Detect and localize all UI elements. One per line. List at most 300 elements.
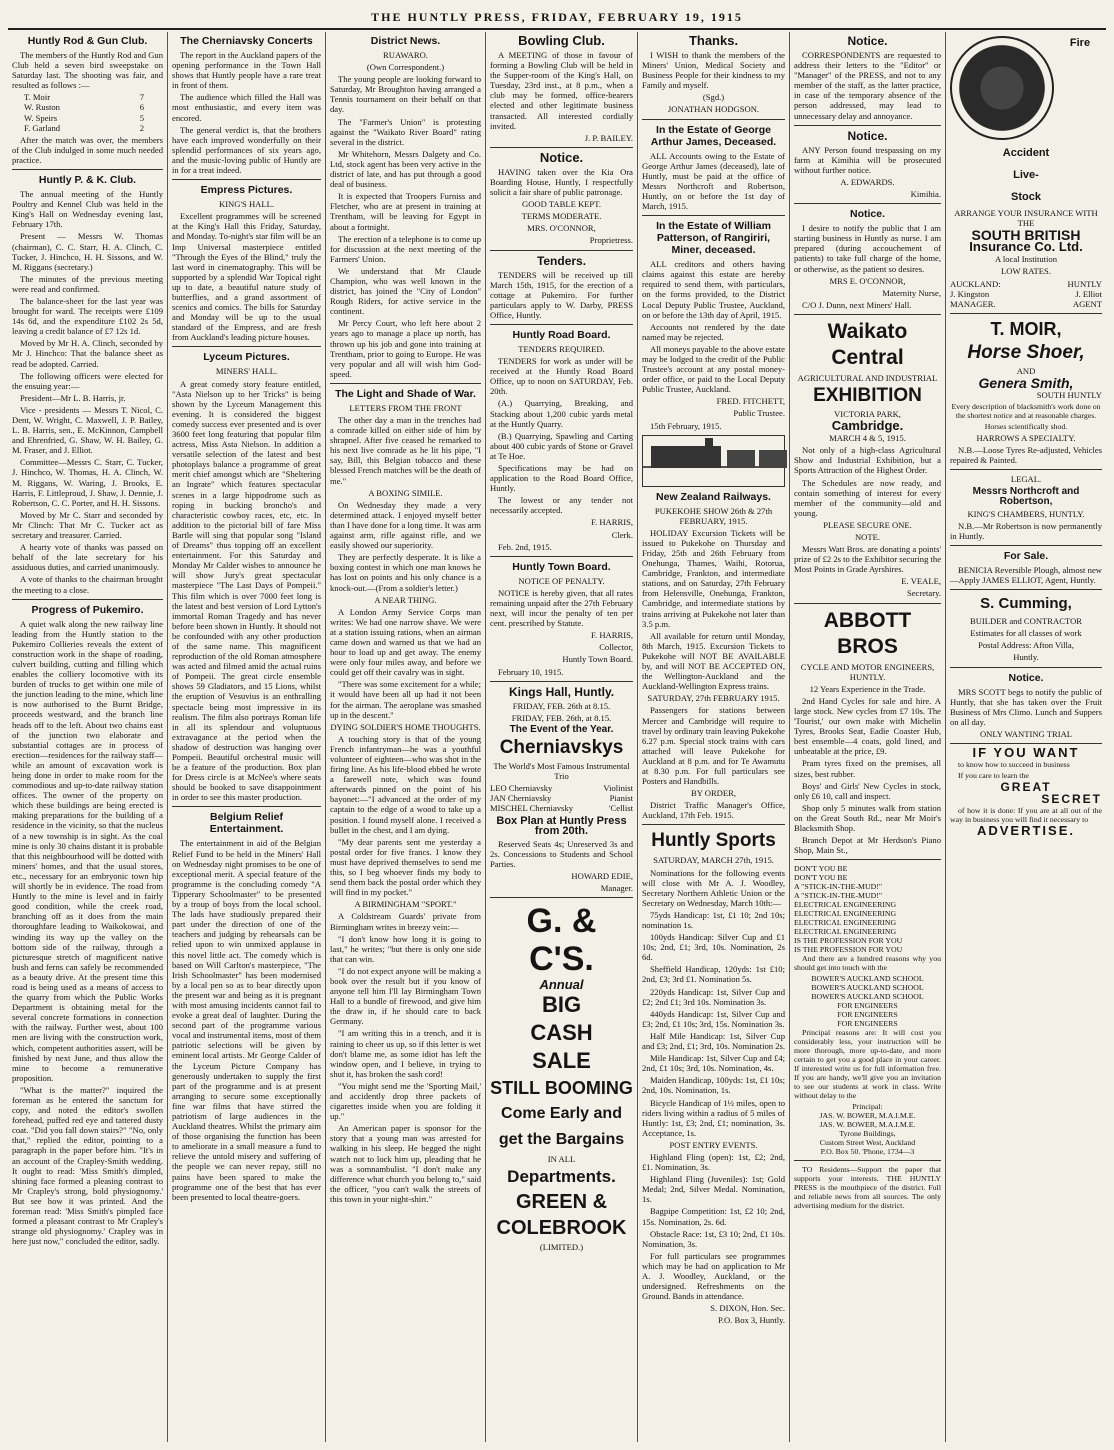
want-line: to know how to succeed in business bbox=[958, 760, 1070, 770]
gc-line: STILL BOOMING bbox=[490, 1078, 633, 1099]
pk-para: Moved by Mr C. Starr and seconded by Mr Clinch: That Mr C. Tucker act as secretary and treasurer. Carried. bbox=[12, 509, 163, 541]
bowers-line: JAS. W. BOWER, M.A.I.M.E. bbox=[819, 1111, 916, 1121]
war-para: A Coldstream Guards' private from Birmingham writes in breezy vein:— bbox=[330, 911, 481, 932]
empress-body: Excellent programmes will be screened at the King's Hall this Friday, Saturday, and Monday. To-night's star film will be an Imp Universal masterpiece entitled "Through the Eyes of the Blind," truly the last word in cinematography. This will be supported by a splendid War Topical right up to date, a beautiful nature study of butterflies, and a grand assortment of scenics and comics. The bills for Saturday and Monday will be up to the usual standard of the Empress, and are fresh from Auckland's leading picture houses. bbox=[172, 211, 321, 343]
smokestack-shape bbox=[705, 438, 713, 448]
bowers-line: Principal: bbox=[852, 1102, 883, 1112]
nurse-body: I desire to notify the public that I am starting business in Huntly as nurse. I am prepared (during accouchement of patients) to take full charge of the home, or otherwise, as the patient so desires. bbox=[794, 223, 941, 274]
sports-sign: S. DIXON, Hon. Sec. bbox=[710, 1303, 785, 1314]
gc-in: IN ALL bbox=[547, 1154, 576, 1165]
waikato-title: Waikato Central bbox=[827, 319, 908, 369]
bowers-line: Tyrone Buildings, bbox=[839, 1129, 896, 1139]
war-para: On Wednesday they made a very determined attack. I enjoyed myself better than I have done for a long time. It was arm against arm, rifle against rifle, and we easily showed our superiority. bbox=[330, 499, 481, 551]
cumming-est: Estimates for all classes of work bbox=[970, 628, 1082, 639]
pukemiro-para: "What is the matter?" inquired the foreman as he entered the sanctum for copy, and noted the editor's swollen forehead, puffed red eye and tattered dusty coat. "Did you fall down stairs?" "No, only that," replied the editor, pointing to a paragraph in the paper before him. "It's in an account of the Crapley-Smith wedding. It ought to read: 'Miss Smith's dimpled, shining face formed a pleasing contrast to Mr Crapley's strong, bold physiognomy.' But see how it was printed. And the foreman read: 'Miss Smith's pimpled face formed a pleasant contrast to Mr Crapley's strange old physiognomy.' Crapley was in here just now," concluded the editor, sadly. bbox=[12, 1084, 163, 1247]
road-board-sub: TENDERS REQUIRED. bbox=[518, 343, 605, 354]
gun-club-after: After the match was over, the members of the Club indulged in some much needed practice. bbox=[12, 134, 163, 165]
estate-james-body: ALL Accounts owing to the Estate of George Arthur James (deceased), late of Huntly, must be paid at the office of Messrs Northcroft and Robertson, Huntly, on or before the 1st day of March, 1915. bbox=[642, 150, 785, 212]
pk-para: The following officers were elected for the ensuing year:— bbox=[12, 370, 163, 391]
kings-date: FRIDAY, FEB. 26th at 8.15. bbox=[512, 700, 611, 711]
post-entry-event: Obstacle Race: 1st, £3 10; 2nd, £1 10s. Nomination, 3s. bbox=[642, 1228, 785, 1249]
bowers-line: ELECTRICAL ENGINEERING bbox=[794, 909, 897, 919]
railways-para: HOLIDAY Excursion Tickets will be issued to Pukekohe on Thursday and Friday, 25th and 26th February from Onehunga, Thames, Waihi, Rotorua, Cambridge, Frankton, and intermediate stations, and on Saturday, 27th February from Helensville, Onehunga, Frankton, Cambridge, and intermediate stations by trains arriving at Pukekohe not later than 3.5 p.m. bbox=[642, 527, 785, 629]
gc-annual: Annual bbox=[539, 977, 584, 992]
pk-para: A vote of thanks to the chairman brought the meeting to a close. bbox=[12, 574, 163, 595]
insurance-agent-row: MANAGER. AGENT bbox=[950, 298, 1102, 309]
waikato-exhibition: EXHIBITION bbox=[813, 384, 922, 406]
district-para: The erection of a telephone is to come up for discussion at the next meeting of the Farmers' Union. bbox=[330, 233, 481, 264]
town-board-body: NOTICE is hereby given, that all rates remaining unpaid after the 27th February next, will incur the penalty of ten per cent. prescribed by Statute. bbox=[490, 587, 633, 629]
column-1 bbox=[8, 32, 168, 1442]
divider bbox=[794, 859, 941, 860]
waikato-sign: E. VEALE, bbox=[901, 576, 941, 587]
railways-para: All available for return until Monday, 8th March, 1915. Excursion Tickets to Pukekohe will NOT BE AVAILABLE by, and will NOT BE ACCEPTED ON, the Wellington-Auckland and the Auckland-Wellington Express trains. bbox=[642, 630, 785, 692]
bowers-line: ELECTRICAL ENGINEERING bbox=[794, 927, 897, 937]
trespass-body: ANY Person found trespassing on my farm at Kimihia will be prosecuted without further notice. bbox=[794, 144, 941, 175]
bowers-line: DON'T YOU BE bbox=[794, 864, 848, 874]
kings-member: MISCHEL Cherniavsky 'Cellist bbox=[490, 803, 633, 814]
bowers-line: BOWER'S AUCKLAND SCHOOL bbox=[811, 992, 924, 1002]
divider bbox=[172, 346, 321, 347]
northcroft-chambers: KING'S CHAMBERS, HUNTLY. bbox=[967, 508, 1085, 519]
pk-para: Committee—Messrs C. Starr, C. Tucker, J. Hinchco, W. Thomas, H. A. Clinch, W. M. Riggans, W. Waring, J. Brooks, E. Harris, F. Littleproud, J. Shaw, J. Dennie, J. Robertson, C. C. Porter, and H. H. Sissons. bbox=[12, 457, 163, 508]
bowling-title: Bowling Club. bbox=[518, 33, 605, 48]
war-para: A BOXING SIMILE. bbox=[368, 487, 443, 498]
road-board-sign: Clerk. bbox=[611, 529, 633, 540]
gc-firm: COLEBROOK bbox=[496, 1217, 627, 1240]
town-board-date: February 10, 1915. bbox=[498, 666, 564, 677]
cherniavsky-para: The audience which filled the Hall was most enthusiastic, and every item was encored. bbox=[172, 92, 321, 123]
divider bbox=[950, 313, 1102, 314]
cumming-addr: Huntly. bbox=[1013, 652, 1039, 663]
district-para: Mr Whitehorn, Messrs Dalgety and Co. Ltd, stock agent has been very active in the district of late, and has put through a good deal of business. bbox=[330, 148, 481, 190]
waikato-para: Not only of a high-class Agricultural Show and Industrial Exhibition, but a Sports Attraction of the Highest Order. bbox=[794, 445, 941, 476]
kings-sign: HOWARD EDIE, bbox=[571, 870, 633, 881]
railways-sub: PUKEKOHE SHOW 26th & 27th FEBRUARY, 1915. bbox=[654, 505, 773, 526]
war-para: "I do not expect anyone will be making a book over the result but if you know of anyone tell him I'll lay Birmingham Town Hall to a bundle of firewood, and give him the draw in, if he should care to back Germany. bbox=[330, 965, 481, 1027]
waikato-town: Cambridge. bbox=[831, 418, 904, 434]
post-entry-title: POST ENTRY EVENTS. bbox=[669, 1139, 758, 1150]
abbott-para: Pram tyres fixed on the premises, all sizes, best rubber. bbox=[794, 758, 941, 779]
column-5 bbox=[638, 32, 790, 1442]
nurse-title: Notice. bbox=[849, 208, 885, 221]
bowling-body: A MEETING of those in favour of forming a Bowling Club will be held in the Supper-room of the King's Hall, on Tuesday, 23rd inst., at 8 p.m., when a club may be formed, office-bearers elected and other legitimate business transacted. All interested cordially invited. bbox=[490, 50, 633, 131]
belgium-title: Belgium Relief Entertainment. bbox=[209, 811, 284, 836]
bowers-line: BOWER'S AUCKLAND SCHOOL bbox=[811, 974, 924, 984]
district-para: The young people are looking forward to Saturday, Mr Broughton having arranged a Tennis tournament on their behalf on that day. bbox=[330, 74, 481, 115]
abbott-sub: CYCLE AND MOTOR ENGINEERS, HUNTLY. bbox=[800, 661, 935, 682]
insurance-seal bbox=[950, 36, 1054, 140]
sports-event: Half Mile Handicap: 1st, Silver Cup and £3; 2nd, £1; 3rd, 10s. Nomination 2s. bbox=[642, 1030, 785, 1052]
score-row: W. Ruston 6 bbox=[24, 102, 144, 113]
pk-para: The annual meeting of the Huntly Poultry and Kennel Club was held in the King's Hall on Wednesday evening last, February 17th. bbox=[12, 189, 163, 230]
want-great: GREAT bbox=[1000, 780, 1052, 795]
nurse-sign: Maternity Nurse, bbox=[882, 287, 941, 298]
trespass-sign: A. EDWARDS. bbox=[840, 176, 895, 187]
gc-line: SALE bbox=[532, 1048, 591, 1074]
column-7 bbox=[946, 32, 1106, 1442]
war-para: A London Army Service Corps man writes: We had one narrow shave. We were at a station issuing rations, when an airman came down and warned us that we had an hour to load up and get away. The enemy were only four miles away, and before we could get off their cavalry was in sight. bbox=[330, 606, 481, 678]
bowers-line: A "STICK-IN-THE-MUD!" bbox=[794, 891, 883, 901]
abbott-para: Boys' and Girls' New Cycles in stock, only £6 10, call and inspect. bbox=[794, 780, 941, 801]
gc-title: G. & C'S. bbox=[526, 902, 597, 978]
residents-notice: TO Residents—Support the paper that supports your interests. THE HUNTLY PRESS is the mouthpiece of the district. Full and reliable news from all sources. The only advertising medium for the district. bbox=[794, 1165, 941, 1211]
northcroft-title: Messrs Northcroft and Robertson, bbox=[972, 485, 1080, 507]
divider bbox=[642, 119, 785, 120]
town-board-sign: Collector, bbox=[599, 642, 633, 653]
road-board-tail: The lowest or any tender not necessarily accepted. bbox=[490, 495, 633, 516]
pk-para: President—Mr L. B. Harris, jr. bbox=[20, 392, 126, 403]
estate-patterson-para: All moneys payable to the above estate may be lodged to the credit of the Public Trustee's account at any postal money-order office, or paid to the Local Deputy Public Trustee, Auckland. bbox=[642, 343, 785, 395]
thanks-sign: JONATHAN HODGSON. bbox=[667, 104, 760, 115]
column-2 bbox=[168, 32, 326, 1442]
insurance-type: Fire bbox=[1069, 37, 1091, 49]
post-entry-event: Highland Fling (Juveniles): 1st; Gold Medal; 2nd, Silver Medal. Nomination, 1s. bbox=[642, 1174, 785, 1205]
war-title: The Light and Shade of War. bbox=[335, 387, 476, 400]
divider bbox=[794, 125, 941, 126]
scott-title: Notice. bbox=[1008, 671, 1044, 684]
abbott-title: ABBOTT BROS bbox=[823, 608, 912, 658]
sports-event: Maiden Handicap, 100yds: 1st, £1 10s; 2nd, 10s. Nomination, 1s. bbox=[642, 1075, 785, 1096]
score-row: W. Speirs 5 bbox=[24, 112, 144, 123]
notice-line: Proprietress. bbox=[589, 235, 633, 246]
estate-james-title: In the Estate of George Arthur James, Deceased. bbox=[650, 123, 777, 148]
want-secret: SECRET bbox=[1041, 792, 1102, 807]
railways-para: SATURDAY, 27th FEBRUARY 1915. bbox=[647, 693, 780, 704]
insurance-local: A local Institution bbox=[994, 254, 1058, 265]
tenders-title: Tenders. bbox=[536, 253, 587, 268]
town-board-sign: F. HARRIS, bbox=[590, 630, 633, 641]
estate-patterson-para: ALL creditors and others having claims against this estate are hereby required to send them, with particulars, on the forms provided, to the District Local Deputy Public Trustee, Auckland, on or before the 13th day of April, 1915. bbox=[642, 259, 785, 320]
divider bbox=[330, 383, 481, 384]
divider bbox=[794, 203, 941, 204]
kings-seats: Reserved Seats 4s; Unreserved 3s and 2s. Concessions to Students and School Parties. bbox=[490, 838, 633, 869]
trespass-sign: Kimihia. bbox=[910, 189, 941, 200]
notice-body: HAVING taken over the Kia Ora Boarding House, Huntly, I respectfully solicit a fair share of public patronage. bbox=[490, 166, 633, 198]
insurance-agent-row: J. Kingston J. Elliot bbox=[950, 288, 1102, 299]
town-board-title: Huntly Town Board. bbox=[512, 560, 611, 573]
sports-event: Sheffield Handicap, 120yds: 1st £10; 2nd, £3; 3rd £1. Nomination 5s. bbox=[642, 964, 785, 985]
insurance-line: ARRANGE YOUR INSURANCE WITH THE bbox=[954, 208, 1098, 229]
cumming-title: S. Cumming, bbox=[980, 595, 1072, 613]
kings-sign: Manager. bbox=[600, 882, 633, 893]
road-board-sign: F. HARRIS, bbox=[590, 517, 633, 528]
road-board-body: TENDERS for work as under will be received at the Huntly Road Board Office, up to noon on SATURDAY, Feb. 20th. bbox=[490, 356, 633, 397]
divider bbox=[950, 589, 1102, 590]
trespass-title: Notice. bbox=[847, 128, 888, 143]
column-4 bbox=[486, 32, 638, 1442]
gc-dept: Departments. bbox=[507, 1167, 616, 1187]
pk-club-title: Huntly P. & K. Club. bbox=[38, 174, 137, 187]
nurse-sign: MRS E. O'CONNOR, bbox=[829, 275, 906, 286]
waikato-sub: AGRICULTURAL AND INDUSTRIAL bbox=[797, 372, 938, 383]
notice-line: GOOD TABLE KEPT. bbox=[522, 199, 601, 210]
town-board-sub: NOTICE OF PENALTY. bbox=[518, 575, 605, 586]
insurance-type: Live- bbox=[1013, 169, 1039, 181]
gun-club-title: Huntly Rod & Gun Club. bbox=[27, 35, 148, 47]
abbott-para: 2nd Hand Cycles for sale and hire. A large stock. New cycles from £7 10s. The 'Tourist,' our own make with Michelin Tyres, Brooks Seat, Eadie Coaster Hub, best ensemble—4 coats, gold lined, and unbeatable at the price, £9. bbox=[794, 695, 941, 757]
divider bbox=[794, 1160, 941, 1161]
waikato-venue: VICTORIA PARK, bbox=[834, 408, 901, 419]
divider bbox=[794, 603, 941, 604]
district-para: The "Farmer's Union" is protesting against the "Waikato River Board" rating several in the district. bbox=[330, 116, 481, 147]
scott-trial: ONLY WANTING TRIAL bbox=[979, 728, 1073, 739]
kings-member: LEO Cherniavsky Violinist bbox=[490, 783, 633, 794]
estate-patterson-date: 15th February, 1915. bbox=[650, 420, 722, 431]
corr-notice-title: Notice. bbox=[847, 34, 888, 48]
thanks-sign: (Sgd.) bbox=[702, 92, 725, 103]
war-para: "I am writing this in a trench, and it is raining to cheer us up, so if this letter is wet don't blame me, as some idiot has left the window open, and I believe, in trying to shut it, has broken the sash cord! bbox=[330, 1028, 481, 1079]
want-advertise: ADVERTISE. bbox=[976, 823, 1075, 839]
insurance-rates: LOW RATES. bbox=[1001, 266, 1051, 277]
pk-para: A hearty vote of thanks was passed on behalf of the late secretary for his assiduous duties, and carried unanimously. bbox=[12, 542, 163, 573]
divider bbox=[490, 556, 633, 557]
road-board-item: (A.) Quarrying, Breaking, and Stacking about 1,200 cubic yards metal at the Huntly Quarry. bbox=[490, 398, 633, 429]
kings-desc: The World's Most Famous Instrumental Trio bbox=[493, 760, 630, 781]
divider bbox=[950, 469, 1102, 470]
sports-event: Mile Handicap: 1st, Silver Cup and £4; 2nd, £1 10s; 3rd, 10s. Nomination, 4s. bbox=[642, 1053, 785, 1074]
district-sub: RUAWARO. bbox=[383, 50, 428, 60]
pk-para: The balance-sheet for the last year was brought for ward. The receipts were £109 14s 6d, and the expenditure £102 2s 5d, leaving a credit balance of £7 12s 1d. bbox=[12, 295, 163, 337]
kings-name: Cherniavskys bbox=[499, 736, 624, 758]
war-para: "There was some excitement for a while; it would have been all up had it not been for the airman. The aeroplane was smashed up in the descent." bbox=[330, 679, 481, 720]
bowers-line: Custom Street West, Auckland bbox=[819, 1138, 916, 1148]
war-para: A BIRMINGHAM "SPORT." bbox=[354, 899, 457, 910]
gc-line: BIG bbox=[541, 992, 582, 1018]
empress-title: Empress Pictures. bbox=[200, 184, 293, 197]
gc-line: get the Bargains bbox=[498, 1131, 625, 1149]
divider bbox=[490, 147, 633, 148]
pk-para: Vice - presidents — Messrs T. Nicol, C. Dent, W. Wright, C. Maxwell, J. P. Bailey, L. B. Harris, sen., E. McKinnon, Campbell and Ehrenfried, G. Shaw, W. H. Bailey, G. M. Fraser, and J. Elliot. bbox=[12, 404, 163, 456]
war-para: A touching story is that of the young French infantryman—he was a youthful volunteer of eighteen—who was shot in the firing line. As his life-blood ebbed he wrote a farewell note, which was found afterwards pinned on the point of his bayonet:—"I advanced at the order of my captain to the edge of a wood to take up a position. I found myself alone. I received a bullet in the chest, and I am dying. bbox=[330, 733, 481, 835]
sports-event: Nominations for the following events will close with Mr A. J. Woodley, Secretary Northern Athletic Union or the Secretary on Wednesday, March 10th:— bbox=[642, 867, 785, 908]
waikato-note: Messrs Watt Bros. are donating a points' prize of £2 2s to the Exhibitor securing the Most Points in Grade Ayrshires. bbox=[794, 544, 942, 575]
want-title: IF YOU WANT bbox=[972, 745, 1080, 760]
war-para: DYING SOLDIER'S HOME THOUGHTS. bbox=[330, 721, 481, 732]
war-para: "I don't know how long it is going to last," he writes; "but there is only one side that can win. bbox=[330, 933, 481, 964]
pukemiro-title: Progress of Pukemiro. bbox=[31, 603, 144, 616]
sports-sign: P.O. Box 3, Huntly. bbox=[717, 1315, 785, 1326]
for-sale-title: For Sale. bbox=[1003, 549, 1049, 562]
locomotive-shape bbox=[651, 446, 721, 468]
pk-para: Moved by Mr H. A. Clinch, seconded by Mr J. Hinchco: That the balance sheet as read be adopted. Carried. bbox=[12, 338, 163, 369]
bowers-body: And there are a hundred reasons why you should get into touch with the bbox=[794, 954, 941, 973]
railways-para: Passengers for stations between Mercer and Cambridge will require to travel by ordinary train leaving Pukekohe 6.27 p.m. Special stock trains with cars attached will leave Pukekohe for Auckland at 8 p.m. and for Te Awamutu at 8.30 p.m. For full particulars see Posters and Handbills. bbox=[642, 705, 785, 787]
train-illustration bbox=[642, 435, 785, 487]
bowers-line: ELECTRICAL ENGINEERING bbox=[794, 900, 897, 910]
for-sale-body: BENICIA Reversible Plough, almost new—Apply JAMES ELLIOT, Agent, Huntly. bbox=[950, 564, 1102, 586]
tenders-body: TENDERS will be received up till March 15th, 1915, for the erection of a cottage at Pukemiro. For further particulars apply to W. Darby, PRESS Office, Huntly. bbox=[490, 269, 633, 320]
sports-event: 100yds Handicap: Silver Cup and £1 10s; 2nd, £1; 3rd, 10s. Nomination, 2s 6d. bbox=[642, 932, 785, 963]
carriage-shape bbox=[759, 450, 787, 468]
sports-event: 220yds Handicap: 1st, Silver Cup and £2; 2nd £1; 3rd 10s. Nomination 3s. bbox=[642, 986, 785, 1007]
insurance-agent-row: AUCKLAND: HUNTLY bbox=[950, 278, 1102, 289]
moir-and: AND bbox=[1016, 365, 1036, 376]
gc-line: CASH bbox=[530, 1020, 593, 1046]
column-3 bbox=[326, 32, 486, 1442]
bowers-line: ELECTRICAL ENGINEERING bbox=[794, 918, 897, 928]
corr-notice-body: CORRESPONDENTS are requested to address their letters to the "Editor" or "Manager" of the PRESS, and not to any member of the staff, as the latter practice, in case of the temporary absence of the person addressed, may lead to unnecessary delay and annoyance. bbox=[794, 50, 941, 121]
estate-patterson-sign: FRED. FITCHETT, bbox=[716, 396, 785, 407]
estate-patterson-title: In the Estate of William Patterson, of Rangiriri, Miner, deceased. bbox=[656, 220, 771, 257]
divider bbox=[950, 743, 1102, 744]
belgium-body: The entertainment in aid of the Belgian Relief Fund to be held in the Miners' Hall on Wednesday night promises to be one of exceptional merit. A special feature of the programme is the concluding comedy "A Tipperary Schoolmaster" to be presented by a troup of boys from the local school. The lads have studiously prepared their part under the direction of one of the teachers and judging by rehearsals can be relied upon to win unmixed applause in this novel little act. The comedy which is based on Will Carlton's masterpiece, "The Irish Schoolmaster" has been modernised by a local pen so as to bear directly upon the present war and being as it is pregnant with most amusing incidents cannot fail to evoke a great deal of laughter. During the second part of the programme various vocal and instrumental items, most of them patriotic selections will be given by eminent local artists. Mr George Calder of the Lyceum Picture Company has generously undertaken to supply the first part of the programme and is at present arranging to secure some exceptionally fine war films that have stirred the patriotism of large audiences in the Auckland theatres. Whilst the primary aim of those organising the function has been to ameliorate in a small measure a fund to relieve the untold misery and suffering of the people we can never repay, still no pains have been spared to make the programme one of the best that has ever been presented to local theatre-goers. bbox=[172, 838, 321, 1202]
kings-hall-title: Kings Hall, Huntly. bbox=[508, 684, 615, 699]
waikato-sign: Secretary. bbox=[906, 588, 941, 599]
score-list bbox=[24, 92, 163, 132]
lyceum-body: A great comedy story feature entitled, "Asta Nielson up to her Tricks" is being shown by the Lyceum Management this evening. It is considered the biggest comedy success ever presented and is over 3600 feet long featuring that popular film actress, Miss Asta Nielson. In addition a versatile selection of the latest and best photoplays balance a programme of great merit chief amongst which are "Sheltering an Ingrate" which features spectacular scenes in a large hippodrome such as roping in bucking broncho's and characteristic cowboy races, etc, etc. In addition to the pictorial bill of fare Miss Bartle will sing that popular song "Island of Dreams" thus topping off an excellent entertainment. For this Saturday and Monday Mr Calder wishes to announce he will show Jury's great spectacular masterpiece "The Last Days of Pompeii." This film which is over 7000 feet long is the latest and best version of Lord Lytton's immortal Roman Tragedy and has never before been shown in Huntly. It should not be confounded with any other production of the same name. This magnificent reproduction of the old Roman atmosphere was acted and filmed amid the actual ruins of Pompeii. The great circle ensemble shows 59 Gladiators, and 15 Lions, whilst the eruption of Vesuvius is an enthralling spectacle being most impressive in its realism. The film also portrays Roman life in all its splendour and voluptuous extravagance at the period when the shadow of destruction was hanging over Pompeii. Beautiful orchestral music will be a feature of the production. Box plan for Dress circle is at McNee's where seats should be booked to save disappointment in order to see this master production. bbox=[172, 378, 321, 803]
abbott-exp: 12 Years Experience in the Trade. bbox=[809, 683, 926, 694]
score-row: T. Moir 7 bbox=[24, 92, 144, 103]
war-para: The other day a man in the trenches had a comrade killed on either side of him by shrapnel. After five ceased he remarked to his next live comrade as he lit his pipe, "I say, Bill, this Belgian tobacco and these blessed French matches will be the death of me." bbox=[330, 415, 481, 486]
waikato-please: PLEASE SECURE ONE. bbox=[823, 519, 912, 530]
railways-sign: District Traffic Manager's Office, Auckland, 17th Feb. 1915. bbox=[642, 800, 785, 821]
score-row: F. Garland 2 bbox=[24, 122, 144, 133]
cumming-trade: BUILDER and CONTRACTOR bbox=[969, 616, 1083, 627]
kings-event: The Event of the Year. bbox=[509, 723, 614, 735]
district-para: We understand that Mr Claude Champion, who was well known in the district, has joined the "City of London" Rough Riders, for active service in the continent. bbox=[330, 265, 481, 317]
divider bbox=[172, 179, 321, 180]
kings-member: JAN Cherniavsky Pianist bbox=[490, 793, 633, 804]
bowers-line: FOR ENGINEERS bbox=[837, 1001, 898, 1011]
bowers-ad bbox=[794, 864, 941, 1156]
war-sub: LETTERS FROM THE FRONT bbox=[349, 402, 462, 413]
notice-title: Notice. bbox=[539, 149, 584, 165]
divider bbox=[950, 545, 1102, 546]
district-title: District News. bbox=[370, 35, 441, 47]
masthead-rule bbox=[8, 28, 1106, 30]
sports-event: 440yds Handicap: 1st, Silver Cup and £3; 2nd, £1 10s; 3rd, 15s. Nomination 3s. bbox=[642, 1008, 785, 1029]
post-entry-event: For full particulars see programmes which may be had on application to Mr A. J. Woodley, Auckland, or the undersigned. Refreshments on the Ground. Bands in attendance. bbox=[642, 1250, 785, 1302]
want-line: If you care to learn the bbox=[958, 771, 1029, 781]
sports-date: SATURDAY, MARCH 27th, 1915. bbox=[653, 855, 774, 866]
war-para: A NEAR THING. bbox=[374, 594, 437, 605]
thanks-body: I WISH to thank the members of the Miners' Union, Medical Society and Business People for their kindness to my Family and myself. bbox=[642, 50, 785, 91]
cherniavsky-para: The report in the Auckland papers of the opening performance in the Town Hall shows that Huntly people have a rare treat in front of them. bbox=[172, 50, 321, 91]
sports-event: 75yds Handicap: 1st, £1 10; 2nd 10s; nomination 1s. bbox=[642, 909, 785, 930]
bowers-line: JAS. W. BOWER, M.A.I.M.E. bbox=[819, 1120, 916, 1130]
district-para: Mr Percy Court, who left here about 2 years ago to manage a place up north, has thrown up his job and gone into training at Trentham, prior to going to Europe. He was very popular and all will wish him God-speed. bbox=[330, 318, 481, 379]
legal-label: LEGAL. bbox=[1010, 474, 1042, 485]
war-para: "My dear parents sent me yesterday a postal order for five francs. I know they must have deprived themselves to send me this, so I beg whoever finds my body to send them back the postal order which they will find in my pocket." bbox=[330, 836, 481, 898]
thanks-title: Thanks. bbox=[688, 33, 739, 48]
divider bbox=[794, 314, 941, 315]
northcroft-nb: N.B.—Mr Robertson is now permanently in Huntly. bbox=[950, 520, 1102, 541]
road-board-title: Huntly Road Board. bbox=[512, 328, 611, 341]
post-entry-event: Highland Fling (open): 1st, £2; 2nd, £1. Nomination, 3s. bbox=[642, 1151, 785, 1173]
carriage-shape bbox=[727, 450, 755, 468]
scott-body: MRS SCOTT begs to notify the public of Huntly, that she has taken over the Fruit Business of Mrs Climo. Lunch and Suppers on all day. bbox=[950, 686, 1102, 727]
railways-title: New Zealand Railways. bbox=[656, 490, 771, 503]
cherniavsky-title: The Cherniavsky Concerts bbox=[180, 35, 313, 47]
divider bbox=[490, 681, 633, 682]
cherniavsky-para: The general verdict is, that the brothers have each improved wonderfully on their splendid performances of six years ago, and the music-loving public of Huntly are in for a treat indeed. bbox=[172, 124, 321, 176]
divider bbox=[642, 215, 785, 216]
district-corr: (Own Correspondent.) bbox=[366, 62, 445, 73]
war-para: "You might send me the 'Sporting Mail,' and accidently drop three packets of cigarettes inside when you are folding it up." bbox=[330, 1080, 481, 1122]
town-board-sign: Huntly Town Board. bbox=[562, 654, 633, 665]
insurance-header bbox=[950, 32, 1102, 208]
war-para: An American paper is sponsor for the story that a young man was arrested for walking in his sleep. He begged the night watch not to lock him up, pleading that he was a somnambulist. "I don't make any difference what church you belong to," said the officer, "you can't walk the streets of this town in your night-shirt." bbox=[330, 1123, 481, 1204]
gun-club-body: The members of the Huntly Rod and Gun Club held a seven bird sweepstake on Saturday last. The shooting was fair, and resulted as follows :— bbox=[12, 50, 163, 91]
gc-ltd: (LIMITED.) bbox=[539, 1242, 584, 1253]
pk-para: The minutes of the previous meeting were read and confirmed. bbox=[12, 273, 163, 294]
gc-line: Come Early and bbox=[501, 1105, 622, 1123]
bowers-reasons: Principal reasons are: It will cost you considerably less, your instruction will be more thorough, more up-to-date, and more certain to get you a good place in your career. If interested write us for full information free. If you are handy, we'll give you an invitation to see our students at work in class. Write without delay to the bbox=[794, 1028, 941, 1101]
abbott-para: Shop only 5 minutes walk from station on the Great South Rd., near Mr Moir's Blacksmith Shop. bbox=[794, 802, 941, 833]
moir-place: SOUTH HUNTLY bbox=[1036, 390, 1102, 401]
bowers-line: IS THE PROFESSION FOR YOU bbox=[794, 936, 903, 946]
post-entry-event: Bagpipe Competition: 1st, £2 10; 2nd, 15s. Nomination, 2s. 6d. bbox=[642, 1206, 785, 1227]
moir-horses: Horses scientifically shod. bbox=[984, 422, 1068, 432]
bowling-sign: J. P. BAILEY. bbox=[584, 132, 633, 143]
moir-body: Every description of blacksmith's work done on the shortest notice and at reasonable charges. bbox=[951, 402, 1101, 421]
estate-patterson-para: Accounts not rendered by the date named may be rejected. bbox=[642, 321, 785, 342]
pk-para: Present — Messrs W. Thomas (chairman), C. C. Starr, H. A. Clinch, C. Tucker, J. Hinchco, H. H. Sissons, and W. M. Riggans (secretary.) bbox=[12, 231, 163, 272]
road-board-date: Feb. 2nd, 1915. bbox=[498, 541, 552, 552]
bowers-line: IS THE PROFESSION FOR YOU bbox=[794, 945, 903, 955]
divider bbox=[172, 806, 321, 807]
kings-box: Box Plan at Huntly Press from 20th. bbox=[496, 815, 627, 838]
war-para: They are perfectly desperate. It is like a boxing contest in which one man knows he has lost on points and his only chance is a knock-out.—(From a soldier's letter.) bbox=[330, 552, 481, 593]
moir-title: T. MOIR, bbox=[990, 318, 1062, 339]
estate-patterson-sign: Public Trustee. bbox=[733, 408, 785, 419]
insurance-name: SOUTH BRITISH bbox=[971, 227, 1081, 244]
bowers-line: BOWER'S AUCKLAND SCHOOL bbox=[811, 983, 924, 993]
pukemiro-para: A quiet walk along the new railway line leading from the Huntly station to the Pukemiro Collieries reveals the extent of construction work in the shape of roading, culvert building, cutting and filling which enables the colliery locomotive with its burden of trucks to get within one mile of the junction leading to the mine, which line is now authorised to the Burnt Bridge, proceeds westward, and the branch line heads off to the left. About two chains east of the junction two elaborate and substantial cottages are in process of erection—residences for the railway staff—while an amount of excavation work is being done in order to make room for the commodious and up-to-date railway station offices. The owner of the property on which these buildings are being erected is making preparations for the building of a residence in the vicinity, so that the nucleus of a new township is in sight. As the coal mine is only 30 chains distant it is probable that this neighbourhood will be dotted with miners' homes, and that the usual stores, etc., necessary for an embryonic town hip will shortly be in evidence. The road from Huntly to the mine is level and in fairly good condition, while the creek road, branching off as it does from the main thoroughfare leading to Waikokowai, and winding its way up the valley on the bottom side of the railway, through a picturesque stretch of magnificent native bush and ferns can safely be recommended as a beauty drive. At the present time this road is being used as a means of access to the quarry from which the Public Works Department is obtaining metal for the several concrete formations in connection with the railway. Further west, about 100 men are living with the construction work, which, competent authorities assert, will be finished by next June, and thus allow the mine to become a remunerative proposition. bbox=[12, 618, 163, 1083]
insurance-type: Stock bbox=[1011, 191, 1041, 203]
waikato-note-title: NOTE. bbox=[854, 532, 881, 542]
railways-sign: BY ORDER, bbox=[690, 788, 737, 799]
column-6 bbox=[790, 32, 946, 1442]
insurance-type: Accident bbox=[1002, 147, 1050, 159]
kings-date: FRIDAY, FEB. 26th, at 8.15. bbox=[511, 712, 612, 723]
road-board-tail: Specifications may be had on application to the Road Board Office, Huntly. bbox=[490, 463, 633, 494]
divider bbox=[642, 824, 785, 825]
cumming-addr: Postal Address: Afton Villa, bbox=[978, 640, 1074, 651]
bowers-line: FOR ENGINEERS bbox=[837, 1010, 898, 1020]
gc-firm: GREEN & bbox=[515, 1191, 608, 1214]
insurance-co: Insurance Co. Ltd. bbox=[969, 239, 1083, 255]
bowers-line: FOR ENGINEERS bbox=[837, 1019, 898, 1029]
divider bbox=[490, 250, 633, 251]
columns bbox=[8, 32, 1106, 1442]
moir-harrows: HARROWS A SPECIALTY. bbox=[976, 433, 1076, 444]
nurse-sign: C/O J. Dunn, next Miners' Hall. bbox=[802, 299, 912, 310]
masthead: THE HUNTLY PRESS, FRIDAY, FEBRUARY 19, 1915 bbox=[371, 10, 743, 24]
road-board-item: (B.) Quarrying, Spawling and Carting about 400 cubic yards of Stone or Gravel at Te Hoe. bbox=[490, 430, 633, 461]
empress-sub: KING'S HALL. bbox=[218, 199, 275, 210]
bowers-line: DON'T YOU BE bbox=[794, 873, 848, 883]
abbott-para: Branch Depot at Mr Herdson's Piano Shop, Main St., bbox=[794, 835, 941, 856]
sports-event: Bicycle Handicap of 1½ miles, open to riders living within a radius of 5 miles of Huntly: 1st, £3; 2nd, £1; nomination, 3s. Acceptance, 1s. bbox=[642, 1097, 785, 1138]
waikato-dates: MARCH 4 & 5, 1915. bbox=[829, 433, 906, 444]
moir-trade: Horse Shoer, bbox=[967, 341, 1085, 363]
divider bbox=[490, 324, 633, 325]
moir-genera: Genera Smith, bbox=[978, 374, 1074, 391]
divider bbox=[12, 169, 163, 170]
notice-line: TERMS MODERATE. bbox=[521, 211, 602, 222]
want-tail: of how it is done: If you are at all out of the way in business you will find it necessary to bbox=[950, 806, 1102, 825]
sports-title: Huntly Sports bbox=[651, 830, 776, 852]
divider bbox=[12, 599, 163, 600]
bowers-line: P.O. Box 50. 'Phone, 1734—3 bbox=[820, 1147, 915, 1157]
waikato-para: The Schedules are now ready, and contain something of interest for every member of the community—old and young. bbox=[794, 477, 941, 518]
lyceum-sub: MINERS' HALL. bbox=[215, 366, 278, 377]
bowers-line: A "STICK-IN-THE-MUD!" bbox=[794, 882, 883, 892]
lyceum-title: Lyceum Pictures. bbox=[203, 351, 290, 364]
district-para: It is expected that Troopers Furniss and Fletcher, who are at present in training at Trentham, will be leaving for Egypt in about a fortnight. bbox=[330, 191, 481, 232]
